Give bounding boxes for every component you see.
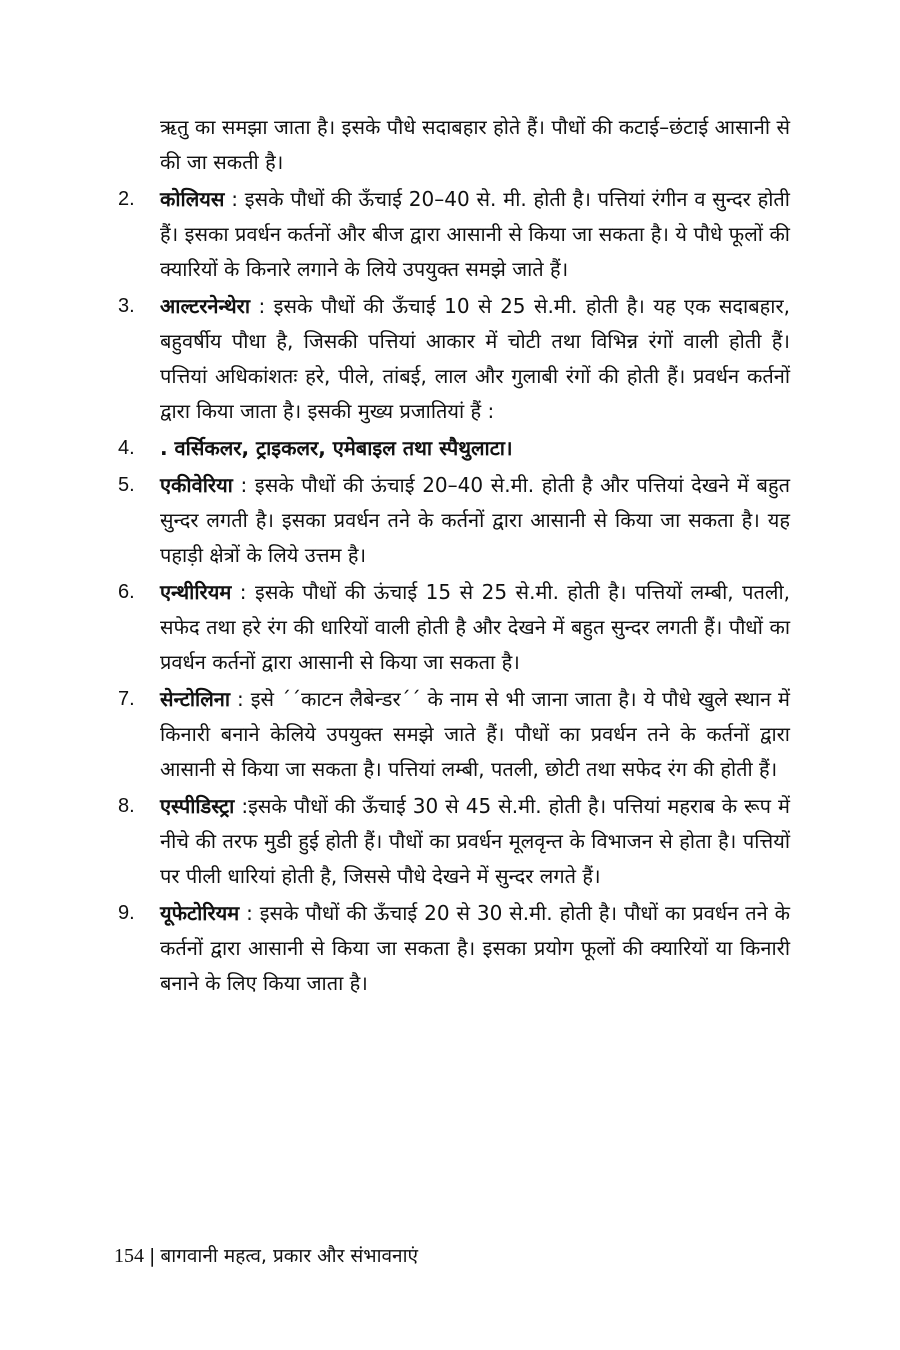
item-text: : इसके पौधों की ऊंचाई 20–40 से.मी. होती है और पत्तियां देखने में बहुत सुन्दर लगती है। इसका प्रवर्धन तने के कर्तनों द्वारा आसानी से किया जा सकता है। यह पहाड़ी क्षेत्रों के लिये उत्तम है। — [160, 473, 790, 567]
item-number: 5. — [118, 474, 135, 496]
item-body — [160, 789, 790, 894]
item-number: 3. — [118, 295, 135, 317]
item-body — [160, 575, 790, 680]
item-number: 7. — [118, 688, 135, 710]
page-number: 154 — [114, 1245, 144, 1267]
list-item — [118, 431, 790, 466]
list-item — [118, 682, 790, 787]
list-item — [118, 575, 790, 680]
item-term: एन्थीरियम — [160, 580, 232, 604]
item-body — [160, 682, 790, 787]
item-number: 8. — [118, 795, 135, 817]
item-text: : इसके पौधों की ऊँचाई 10 से 25 से.मी. होती है। यह एक सदाबहार, बहुवर्षीय पौधा है, जिसकी पत्तियां आकार में चोटी तथा विभिन्न रंगों वाली होती हैं। पत्तियां अधिकांशतः हरे, पीले, तांबई, लाल और गुलाबी रंगों की होती हैं। प्रवर्धन कर्तनों द्वारा किया जाता है। इसकी मुख्य प्रजातियां हैं : — [160, 294, 790, 423]
item-text: : इसके पौधों की ऊंचाई 15 से 25 से.मी. होती है। पत्तियों लम्बी, पतली, सफेद तथा हरे रंग की धारियों वाली होती है और देखने में बहुत सुन्दर लगती हैं। पौधों का प्रवर्धन कर्तनों द्वारा आसानी से किया जा सकता है। — [160, 580, 790, 674]
item-text: : इसे ´´काटन लैबेन्डर´´ के नाम से भी जाना जाता है। ये पौधे खुले स्थान में किनारी बनाने केलिये उपयुक्त समझे जाते हैं। पौधों का प्रवर्धन तने के कर्तनों द्वारा आसानी से किया जा सकता है। पत्तियां लम्बी, पतली, छोटी तथा सफेद रंग की होती हैं। — [160, 687, 790, 781]
list-item — [118, 468, 790, 573]
item-text: :इसके पौधों की ऊँचाई 30 से 45 से.मी. होती है। पत्तियां महराब के रूप में नीचे की तरफ मुडी हुई होती हैं। पौधों का प्रवर्धन मूलवृन्त के विभाजन से होता है। पत्तियों पर पीली धारियां होती है, जिससे पौधे देखने में सुन्दर लगते हैं। — [160, 794, 790, 888]
item-number: 4. — [118, 437, 135, 459]
page-footer — [114, 1242, 418, 1270]
item-body — [160, 182, 790, 287]
list-item — [118, 182, 790, 287]
item-body — [160, 431, 790, 466]
item-term: सेन्टोलिना — [160, 687, 231, 711]
item-body — [160, 289, 790, 429]
item-term: . वर्सिकलर, ट्राइकलर, एमेबाइल तथा स्पैथुलाटा। — [160, 436, 513, 460]
item-number: 6. — [118, 581, 135, 603]
item-text: : इसके पौधों की ऊँचाई 20–40 से. मी. होती है। पत्तियां रंगीन व सुन्दर होती हैं। इसका प्रवर्धन कर्तनों और बीज द्वारा आसानी से किया जा सकता है। ये पौधे फूलों की क्यारियों के किनारे लगाने के लिये उपयुक्त समझे जाते हैं। — [160, 187, 790, 281]
book-title: बागवानी महत्व, प्रकार और संभावनाएं — [160, 1245, 419, 1267]
item-term: एस्पीडिस्ट्रा — [160, 794, 235, 818]
item-term: आल्टरनेन्थेरा — [160, 294, 250, 318]
page-content — [118, 110, 790, 1001]
item-body — [160, 896, 790, 1001]
list-item — [118, 289, 790, 429]
list-item — [118, 789, 790, 894]
item-text: : इसके पौधों की ऊँचाई 20 से 30 से.मी. होती है। पौधों का प्रवर्धन तने के कर्तनों द्वारा आसानी से किया जा सकता है। इसका प्रयोग फूलों की क्यारियों या किनारी बनाने के लिए किया जाता है। — [160, 901, 790, 995]
item-number: 9. — [118, 902, 135, 924]
intro-paragraph: ऋतु का समझा जाता है। इसके पौधे सदाबहार होते हैं। पौधों की कटाई–छंटाई आसानी से की जा सकती है। — [160, 115, 790, 174]
item-term: यूफेटोरियम — [160, 901, 240, 925]
footer-separator: | — [149, 1245, 156, 1267]
list-item — [118, 896, 790, 1001]
item-term: एकीवेरिया — [160, 473, 233, 497]
item-term: कोलियस — [160, 187, 225, 211]
item-body — [160, 468, 790, 573]
item-number: 2. — [118, 188, 135, 210]
